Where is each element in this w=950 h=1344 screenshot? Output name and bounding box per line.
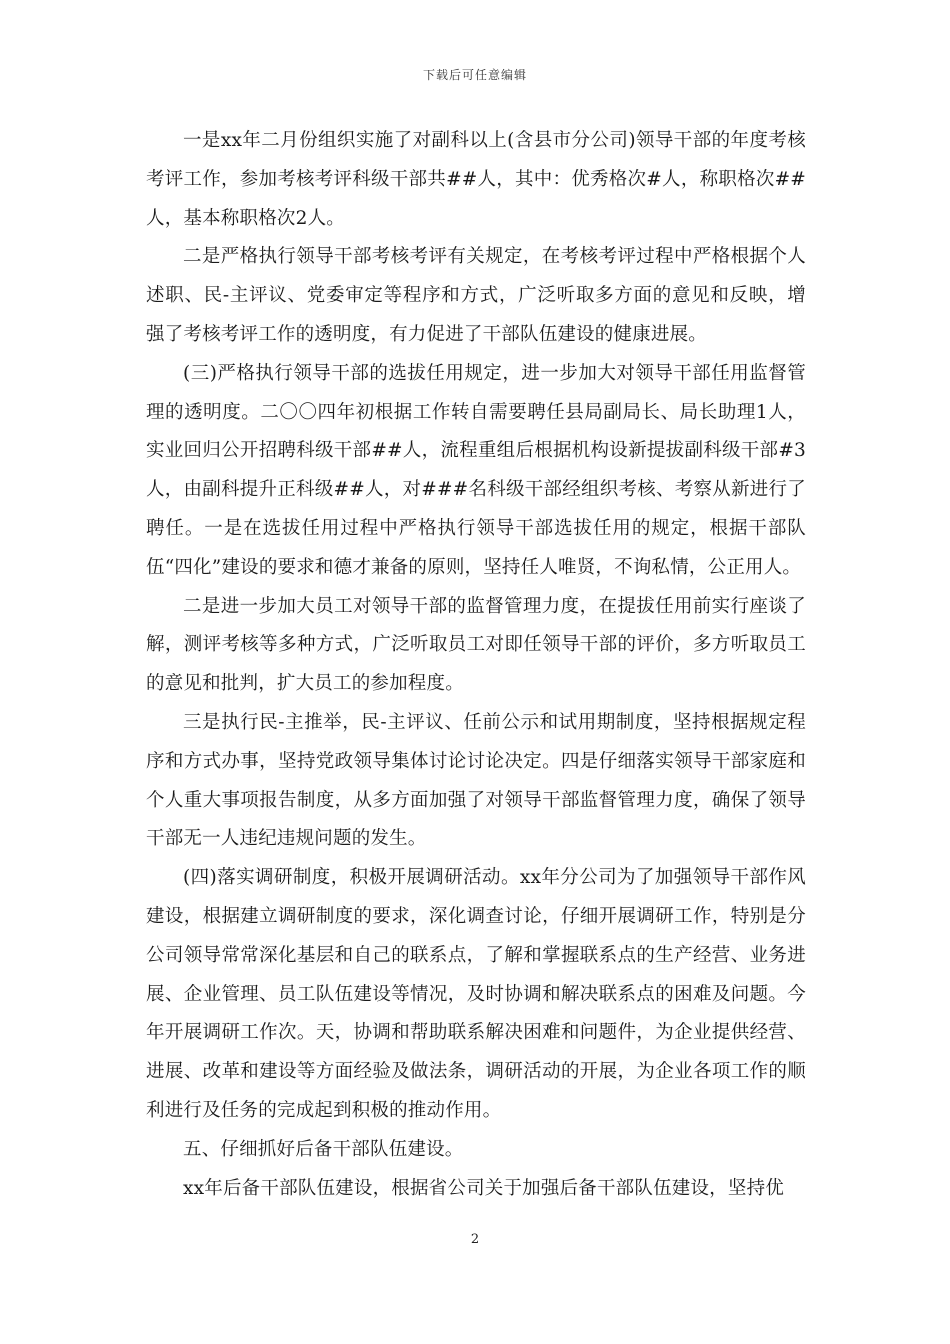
paragraph-4: 二是进一步加大员工对领导干部的监督管理力度，在提拔任用前实行座谈了解，测评考核等多种方式，广泛听取员工对即任领导干部的评价，多方听取员工的意见和批判，扩大员工的参加程度。 [146, 595, 806, 695]
page-number: 2 [470, 1232, 480, 1247]
page-header: 下载后可任意编辑 [422, 68, 527, 82]
paragraph-6: (四)落实调研制度，积极开展调研活动。xx年分公司为了加强领导干部作风建设，根据建立调研制度的要求，深化调查讨论，仔细开展调研工作，特别是分公司领导常常深化基层和自己的联系点，了解和掌握联系点的生产经营、业务进展、企业管理、员工队伍建设等情况，及时协调和解决联系点的困难及问题。今年开展调研工作次。天，协调和帮助联系解决困难和问题件，为企业提供经营、进展、改革和建设等方面经验及做法条，调研活动的开展，为企业各项工作的顺利进行及任务的完成起到积极的推动作用。 [146, 867, 806, 1121]
paragraph-1: 一是xx年二月份组织实施了对副科以上(含县市分公司)领导干部的年度考核考评工作，参加考核考评科级干部共##人，其中：优秀格次#人，称职格次##人，基本称职格次2人。 [146, 130, 806, 229]
paragraph-7: 五、仔细抓好后备干部队伍建设。 [183, 1138, 464, 1160]
paragraph-8: xx年后备干部队伍建设，根据省公司关于加强后备干部队伍建设，坚持优 [183, 1177, 784, 1199]
paragraph-3: (三)严格执行领导干部的选拔任用规定，进一步加大对领导干部任用监督管理的透明度。二〇〇四年初根据工作转自需要聘任县局副局长、局长助理1人，实业回归公开招聘科级干部##人，流程重组后根据机构设新提拔副科级干部#3人，由副科提升正科级##人，对###名科级干部经组织考核、考察从新进行了聘任。一是在选拔任用过程中严格执行领导干部选拔任用的规定，根据干部队伍“四化”建设的要求和德才兼备的原则，坚持任人唯贤，不询私情，公正用人。 [146, 362, 806, 578]
paragraph-5: 三是执行民-主推举，民-主评议、任前公示和试用期制度，坚持根据规定程序和方式办事，坚持党政领导集体讨论讨论决定。四是仔细落实领导干部家庭和个人重大事项报告制度，从多方面加强了对领导干部监督管理力度，确保了领导干部无一人违纪违规问题的发生。 [146, 711, 806, 850]
paragraph-2: 二是严格执行领导干部考核考评有关规定，在考核考评过程中严格根据个人述职、民-主评议、党委审定等程序和方式，广泛听取多方面的意见和反映，增强了考核考评工作的透明度，有力促进了干部队伍建设的健康进展。 [146, 246, 806, 345]
document-body [146, 122, 806, 1208]
